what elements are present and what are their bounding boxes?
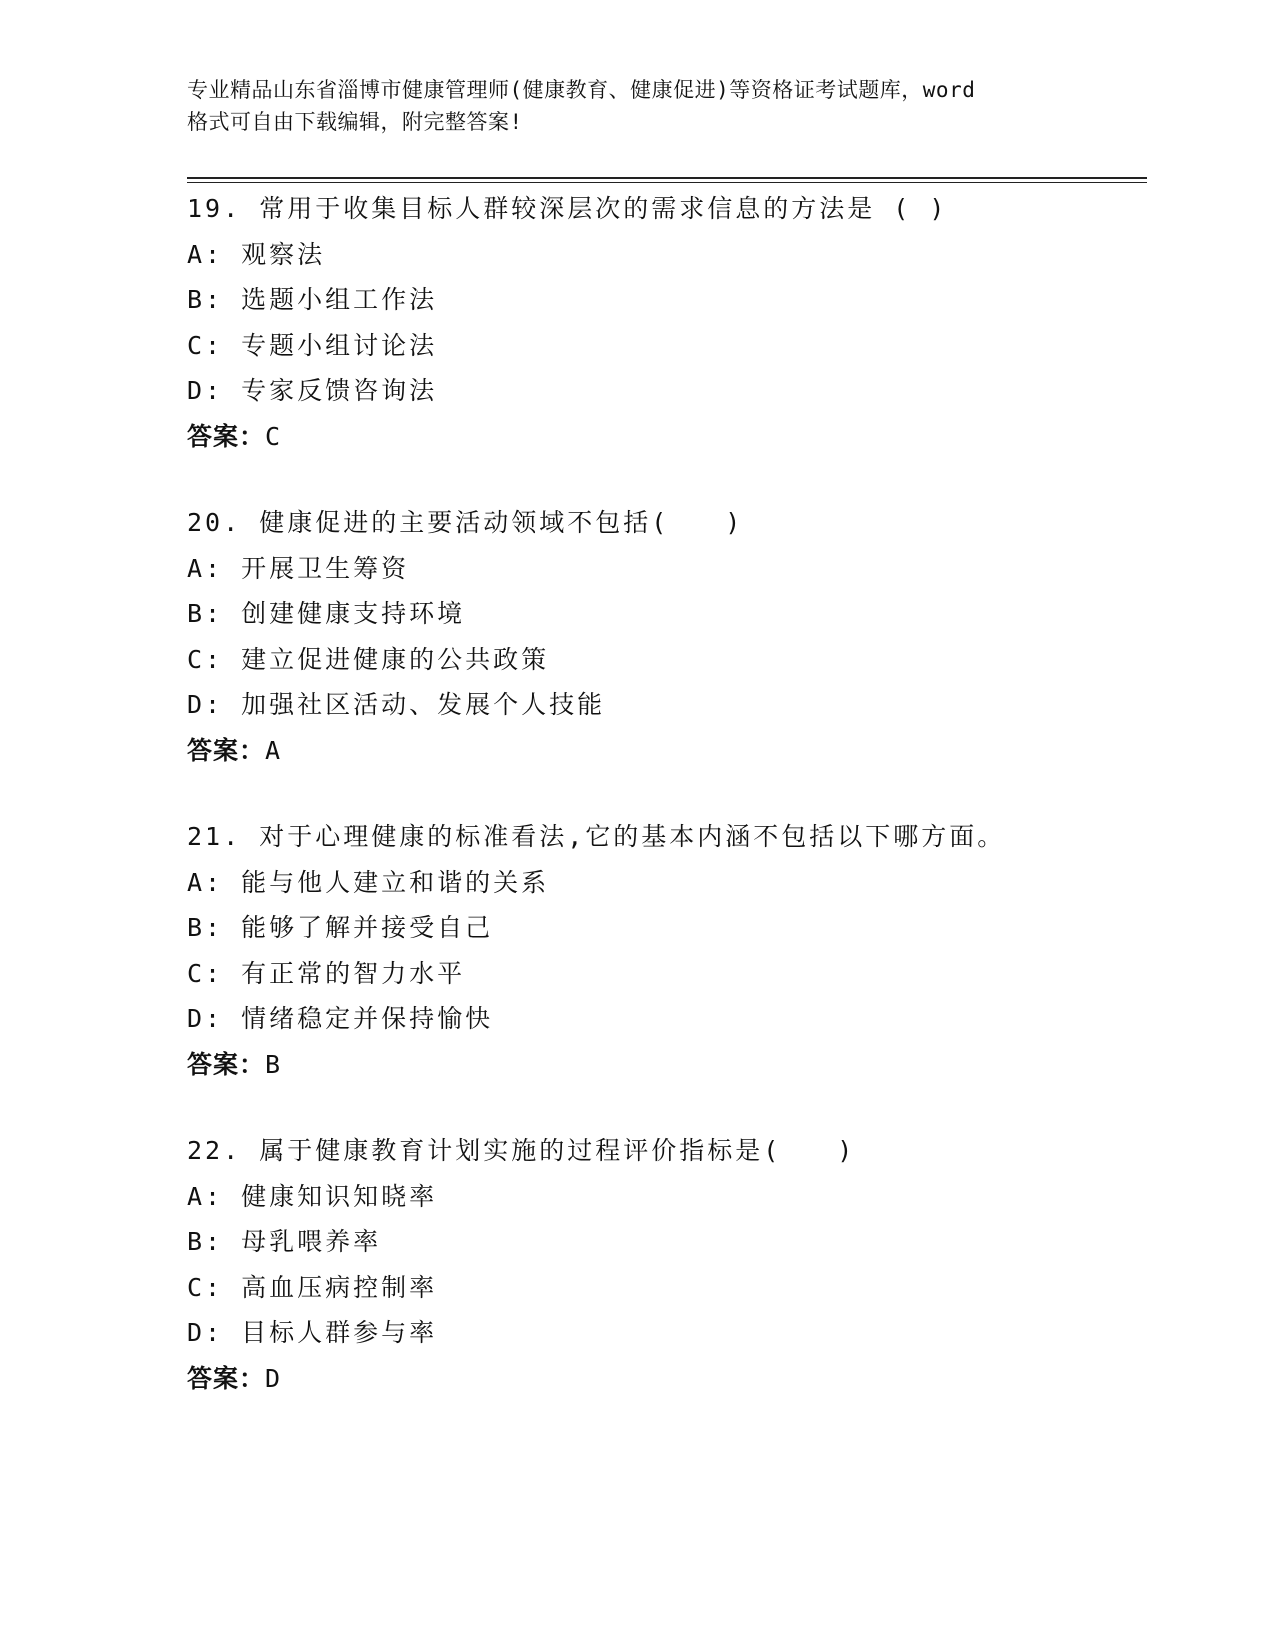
option-b: B: 能够了解并接受自己 [187, 913, 494, 942]
answer-label: 答案： [187, 421, 266, 451]
option-d: D: 专家反馈咨询法 [187, 376, 438, 405]
answer-line [187, 1042, 1147, 1088]
question-20 [187, 500, 1147, 773]
question-title: 19. 常用于收集目标人群较深层次的需求信息的方法是 ( ) [187, 194, 948, 223]
header-divider-thick [187, 177, 1147, 179]
question-22 [187, 1128, 1147, 1401]
option-b: B: 选题小组工作法 [187, 285, 438, 314]
header-divider-thin [187, 182, 1147, 183]
option-b: B: 母乳喂养率 [187, 1227, 382, 1256]
option-a: A: 能与他人建立和谐的关系 [187, 867, 550, 897]
question-title: 22. 属于健康教育计划实施的过程评价指标是( ) [187, 1136, 856, 1165]
question-title: 21. 对于心理健康的标准看法,它的基本内涵不包括以下哪方面。 [187, 822, 1006, 851]
option-d: D: 目标人群参与率 [187, 1318, 438, 1347]
answer-value: D [265, 1363, 282, 1393]
document-header [187, 74, 1087, 138]
option-c: C: 专题小组讨论法 [187, 330, 438, 360]
answer-value: C [265, 421, 282, 451]
answer-value: B [265, 1049, 282, 1079]
answer-line [187, 414, 1147, 460]
option-b: B: 创建健康支持环境 [187, 599, 466, 628]
answer-label: 答案： [187, 735, 266, 765]
answer-line [187, 728, 1147, 774]
option-c: C: 高血压病控制率 [187, 1272, 438, 1302]
option-c: C: 有正常的智力水平 [187, 958, 466, 988]
header-line-1: 专业精品山东省淄博市健康管理师(健康教育、健康促进)等资格证考试题库，word [187, 78, 976, 102]
option-a: A: 观察法 [187, 239, 326, 269]
answer-line [187, 1356, 1147, 1402]
answer-label: 答案： [187, 1363, 266, 1393]
question-title: 20. 健康促进的主要活动领域不包括( ) [187, 508, 744, 537]
option-c: C: 建立促进健康的公共政策 [187, 644, 550, 674]
option-d: D: 情绪稳定并保持愉快 [187, 1004, 494, 1033]
answer-label: 答案： [187, 1049, 266, 1079]
question-19 [187, 186, 1147, 459]
answer-value: A [265, 735, 282, 765]
header-line-2: 格式可自由下载编辑，附完整答案! [187, 110, 523, 134]
option-a: A: 健康知识知晓率 [187, 1181, 438, 1211]
option-a: A: 开展卫生筹资 [187, 553, 410, 583]
option-d: D: 加强社区活动、发展个人技能 [187, 690, 606, 719]
question-21 [187, 814, 1147, 1087]
